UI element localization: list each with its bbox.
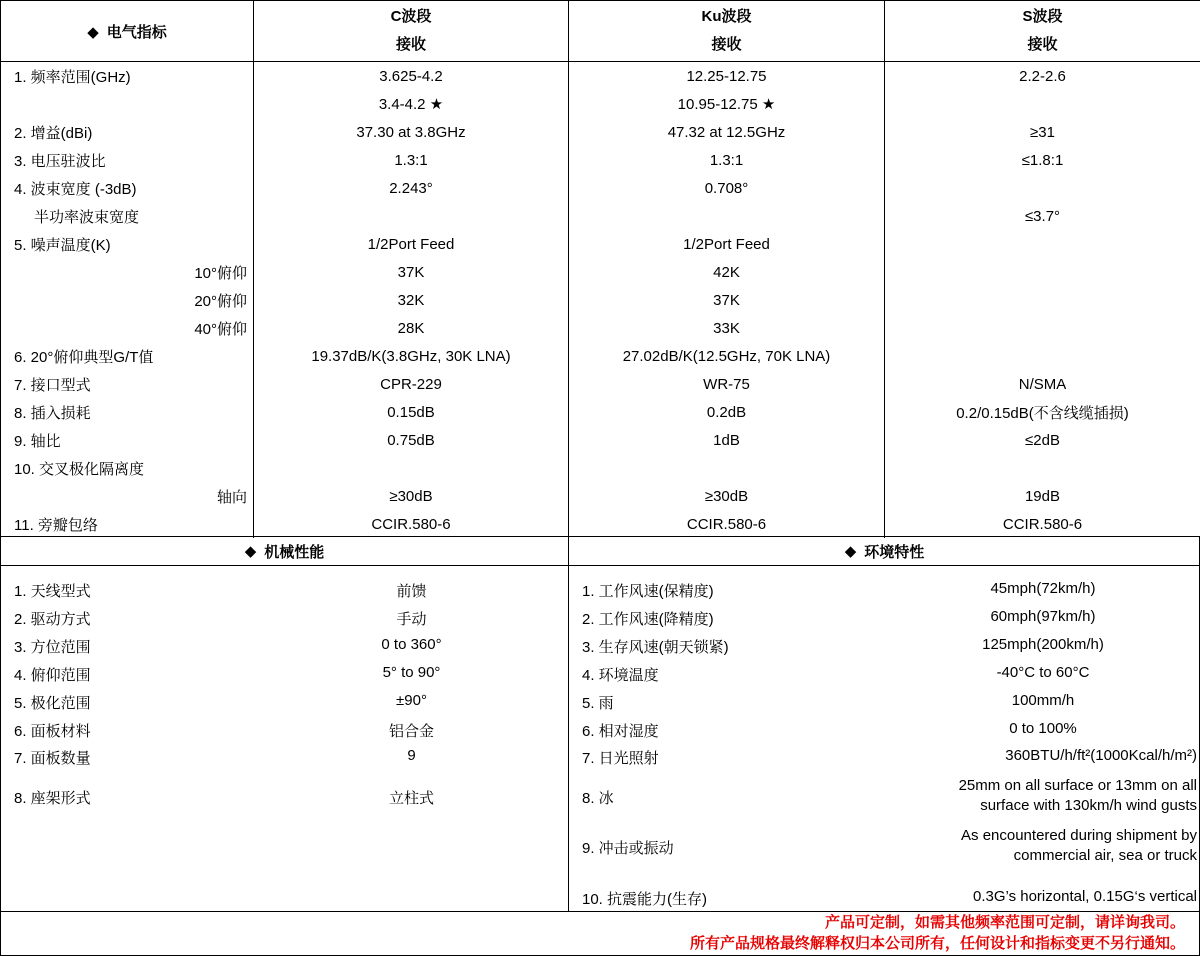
c-band-value: 3.4-4.2 ★ [254,90,569,118]
environmental-value: 0.3G’s horizontal, 0.15G‘s vertical [973,888,1197,905]
s-band-value: ≤1.8:1 [885,146,1200,174]
mechanical-label: 5. 极化范围 [14,695,91,712]
spec-label: 11. 旁瓣包络 [14,516,98,534]
s-band-value [885,174,1200,202]
electrical-header-cell [1,1,254,62]
environmental-value: 125mph(200km/h) [982,636,1104,653]
environmental-label: 4. 环境温度 [582,667,659,684]
c-band-value: CPR-229 [254,370,569,398]
electrical-row [1,454,1200,482]
spec-label: 9. 轴比 [14,432,61,450]
environmental-value: 100mm/h [1011,692,1075,709]
ku-band-value: 0.708° [569,174,885,202]
spec-label: 3. 电压驻波比 [14,152,106,170]
electrical-row [1,398,1200,426]
c-band-mode: 接收 [395,36,426,53]
ku-band-value: 37K [569,286,885,314]
spec-label: 2. 增益(dBi) [14,124,93,142]
environmental-value: 60mph(97km/h) [990,608,1096,625]
electrical-row [1,202,1200,230]
mechanical-value: 手动 [396,611,427,628]
s-band-value: 2.2-2.6 [885,62,1200,91]
electrical-row [1,90,1200,118]
diamond-bullet-icon: ◆ [87,23,99,41]
environmental-label: 8. 冰 [582,790,614,807]
mechanical-value: 立柱式 [388,790,434,807]
c-band-value: 1.3:1 [254,146,569,174]
c-band-value [254,202,569,230]
electrical-row [1,510,1200,538]
mechanical-label: 4. 俯仰范围 [14,667,91,684]
ku-band-value: CCIR.580-6 [569,510,885,538]
spec-label: 10. 交叉极化隔离度 [14,460,145,478]
mechanical-label: 8. 座架形式 [14,790,91,807]
s-band-value: 19dB [885,482,1200,510]
c-band-value: 2.243° [254,174,569,202]
environmental-value-line: 25mm on all surface or 13mm on all [958,777,1197,794]
spec-label: 10°俯仰 [194,264,247,282]
c-band-value: 0.15dB [254,398,569,426]
mechanical-value: ±90° [396,692,427,709]
mechanical-section-header [1,537,569,565]
mechanical-title: 机械性能 [264,543,325,561]
spec-label [1,90,254,118]
spec-label: 40°俯仰 [194,320,247,338]
spec-label: 半功率波束宽度 [34,208,140,226]
mechanical-label: 2. 驱动方式 [14,611,91,628]
section-header-row [0,536,1200,566]
c-band-header [254,1,569,62]
c-band-name: C波段 [390,8,432,25]
ku-band-value: 1dB [569,426,885,454]
spec-label: 8. 插入损耗 [14,404,91,422]
s-band-value: N/SMA [885,370,1200,398]
s-band-value [885,314,1200,342]
environmental-spec-list [568,566,1200,911]
spec-label: 5. 噪声温度(K) [14,236,111,254]
spec-label: 4. 波束宽度 (-3dB) [14,180,137,198]
c-band-value: 3.625-4.2 [254,62,569,91]
c-band-value: CCIR.580-6 [254,510,569,538]
environmental-value-line: surface with 130km/h wind gusts [980,797,1197,814]
ku-band-value [569,454,885,482]
ku-band-value: 47.32 at 12.5GHz [569,118,885,146]
mechanical-value: 铝合金 [388,723,434,740]
c-band-value: 37.30 at 3.8GHz [254,118,569,146]
s-band-value [885,258,1200,286]
electrical-row [1,342,1200,370]
environmental-label: 6. 相对湿度 [582,723,659,740]
electrical-row [1,174,1200,202]
s-band-value [885,454,1200,482]
c-band-value: 19.37dB/K(3.8GHz, 30K LNA) [254,342,569,370]
footer-line-2: 所有产品规格最终解释权归本公司所有，任何设计和指标变更不另行通知。 [689,935,1185,952]
environmental-value: 45mph(72km/h) [990,580,1096,597]
environmental-label: 10. 抗震能力(生存) [582,891,708,908]
ku-band-mode: 接收 [711,36,742,53]
electrical-header-label: 电气指标 [106,23,167,41]
spec-label: 1. 频率范围(GHz) [14,68,131,86]
footer-line-1: 产品可定制，如需其他频率范围可定制，请详询我司。 [824,914,1185,931]
c-band-value: 0.75dB [254,426,569,454]
electrical-row [1,258,1200,286]
s-band-header [885,1,1200,62]
electrical-row [1,286,1200,314]
c-band-value: 37K [254,258,569,286]
ku-band-value: 0.2dB [569,398,885,426]
environmental-title: 环境特性 [864,543,925,561]
ku-band-value: 1.3:1 [569,146,885,174]
spec-label: 6. 20°俯仰典型G/T值 [14,348,154,366]
mechanical-label: 3. 方位范围 [14,639,91,656]
spec-label: 轴向 [216,488,247,506]
ku-band-value: 10.95-12.75 ★ [569,90,885,118]
environmental-value-line: As encountered during shipment by [961,827,1197,844]
environmental-label: 3. 生存风速(朝天锁紧) [582,639,729,656]
mechanical-value: 5° to 90° [382,664,441,681]
environmental-label: 1. 工作风速(保精度) [582,583,714,600]
mechanical-value: 0 to 360° [381,636,442,653]
spec-label: 7. 接口型式 [14,376,91,394]
ku-band-name: Ku波段 [701,8,752,25]
electrical-row [1,146,1200,174]
s-band-value: ≥31 [885,118,1200,146]
environmental-label: 5. 雨 [582,695,614,712]
ku-band-value: WR-75 [569,370,885,398]
s-band-value [885,286,1200,314]
electrical-row [1,314,1200,342]
c-band-value: 1/2Port Feed [254,230,569,258]
c-band-value: 28K [254,314,569,342]
lower-section [0,566,1200,912]
ku-band-value: 12.25-12.75 [569,62,885,91]
c-band-value: 32K [254,286,569,314]
s-band-value [885,230,1200,258]
s-band-name: S波段 [1022,8,1063,25]
c-band-value: ≥30dB [254,482,569,510]
ku-band-value: 42K [569,258,885,286]
spec-label: 20°俯仰 [194,292,247,310]
ku-band-value: 27.02dB/K(12.5GHz, 70K LNA) [569,342,885,370]
electrical-row [1,482,1200,510]
s-band-mode: 接收 [1027,36,1058,53]
environmental-value-line: commercial air, sea or truck [1013,847,1197,864]
mechanical-label: 1. 天线型式 [14,583,91,600]
environmental-label: 9. 冲击或振动 [582,840,674,857]
mechanical-value: 前馈 [396,583,427,600]
mechanical-value: 9 [407,747,416,764]
electrical-row [1,118,1200,146]
s-band-value: 0.2/0.15dB(不含线缆插损) [885,398,1200,426]
s-band-value: ≤2dB [885,426,1200,454]
environmental-label: 2. 工作风速(降精度) [582,611,714,628]
mechanical-label: 6. 面板材料 [14,723,91,740]
environmental-section-header [569,537,1200,565]
electrical-header-row [1,1,1200,62]
ku-band-value: ≥30dB [569,482,885,510]
diamond-bullet-icon: ◆ [244,543,257,560]
c-band-value [254,454,569,482]
diamond-bullet-icon: ◆ [844,543,857,560]
environmental-label: 7. 日光照射 [582,750,659,767]
electrical-row [1,62,1200,91]
electrical-row [1,370,1200,398]
mechanical-label: 7. 面板数量 [14,750,91,767]
environmental-value: 0 to 100% [1009,720,1077,737]
electrical-row [1,230,1200,258]
ku-band-value: 33K [569,314,885,342]
s-band-value [885,90,1200,118]
s-band-value: ≤3.7° [885,202,1200,230]
s-band-value [885,342,1200,370]
ku-band-value [569,202,885,230]
environmental-value: 360BTU/h/ft²(1000Kcal/h/m²) [1005,747,1197,764]
ku-band-value: 1/2Port Feed [569,230,885,258]
electrical-row [1,426,1200,454]
footer-notice [0,911,1200,956]
s-band-value: CCIR.580-6 [885,510,1200,538]
environmental-value: -40°C to 60°C [996,664,1090,681]
ku-band-header [569,1,885,62]
